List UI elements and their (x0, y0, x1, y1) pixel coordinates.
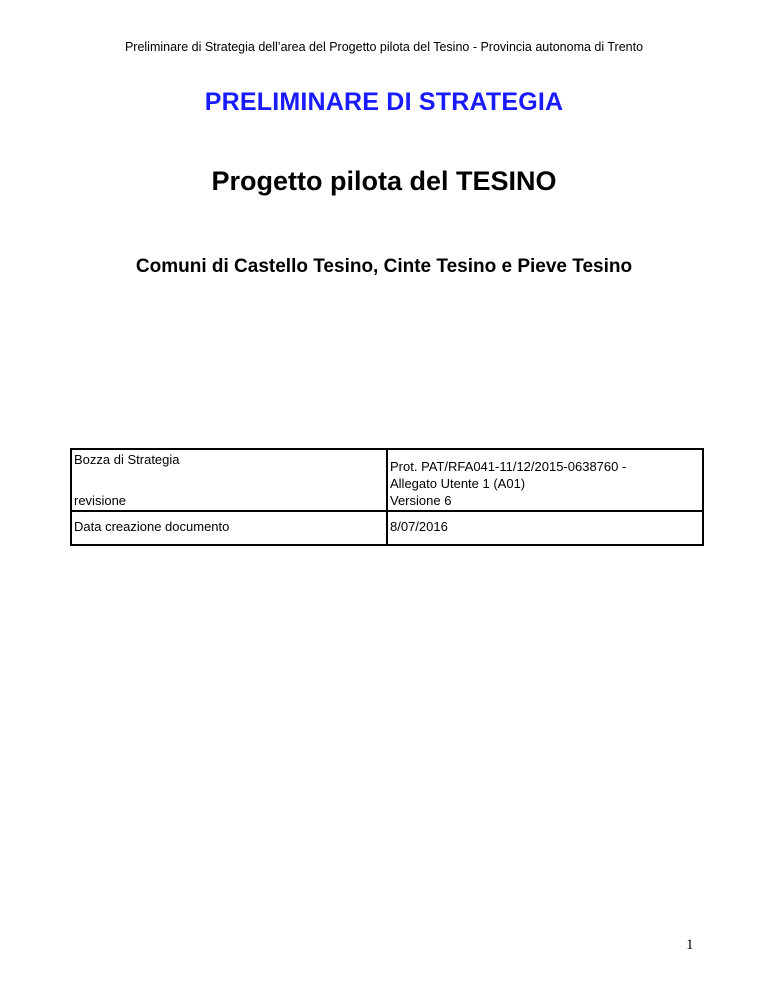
running-header: Preliminare di Strategia dell’area del Progetto pilota del Tesino - Provincia autonoma di Trento (124, 40, 644, 54)
page-number: 1 (686, 937, 694, 953)
document-subtitle: Progetto pilota del TESINO (211, 166, 557, 196)
protocol-line-2: Allegato Utente 1 (A01) (390, 476, 526, 491)
version-value: Versione 6 (390, 493, 452, 508)
data-creazione-value: 8/07/2016 (387, 511, 703, 545)
revisione-label: revisione (74, 493, 127, 508)
data-creazione-label: Data creazione documento (71, 511, 387, 545)
protocol-line-1: Prot. PAT/RFA041-11/12/2015-0638760 - (390, 459, 627, 474)
document-main-title: PRELIMINARE DI STRATEGIA (204, 88, 564, 116)
bozza-label: Bozza di Strategia (74, 452, 180, 467)
table-row (71, 511, 703, 545)
municipalities-line: Comuni di Castello Tesino, Cinte Tesino e Pieve Tesino (135, 256, 633, 277)
label-cell (71, 449, 387, 511)
document-info-table (70, 448, 704, 546)
value-cell (387, 449, 703, 511)
table-row (71, 449, 703, 511)
